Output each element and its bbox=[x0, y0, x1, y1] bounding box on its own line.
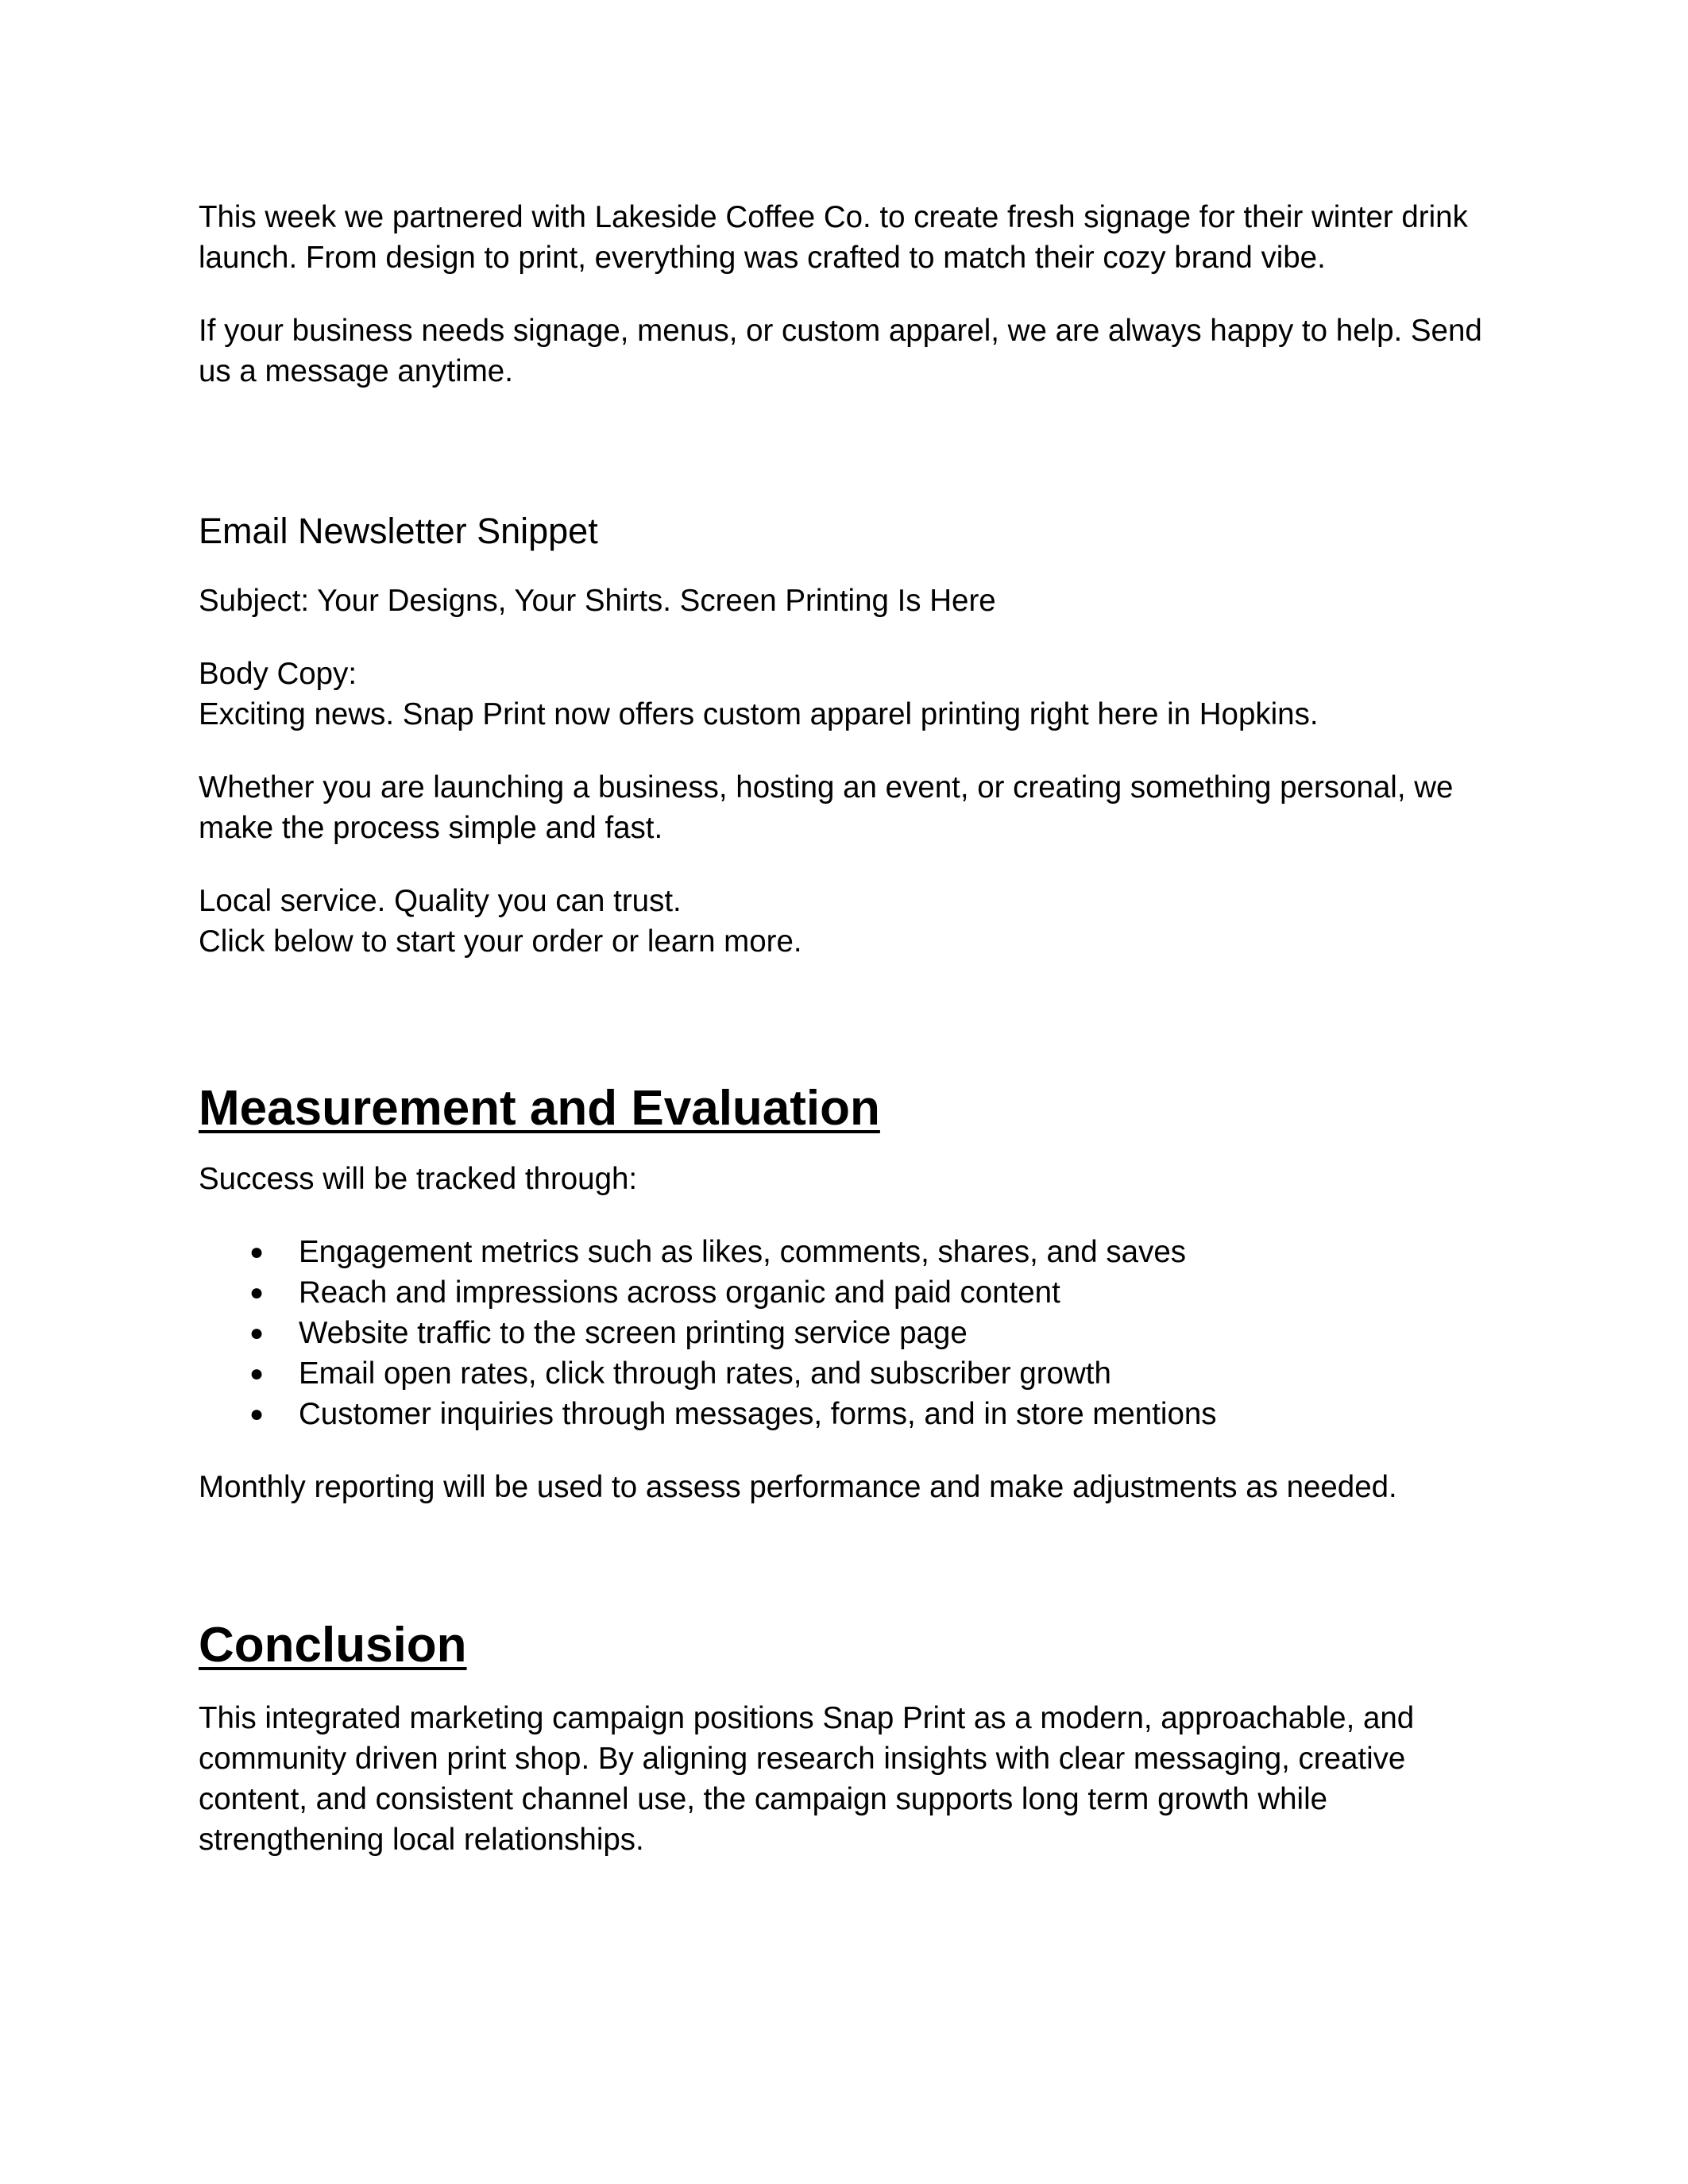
newsletter-body-line-1: Exciting news. Snap Print now offers custom apparel printing right here in Hopkins. bbox=[199, 697, 1319, 731]
newsletter-body-label: Body Copy: bbox=[199, 657, 357, 691]
conclusion-heading: Conclusion bbox=[199, 1618, 467, 1673]
list-item bbox=[199, 1232, 1489, 1272]
newsletter-section bbox=[199, 507, 1489, 962]
list-item bbox=[199, 1353, 1489, 1394]
list-item-text: Customer inquiries through messages, forms, and in store mentions bbox=[299, 1397, 1217, 1431]
conclusion-paragraph: This integrated marketing campaign positions Snap Print as a modern, approachable, and community driven print shop. By aligning research insights with clear messaging, creative content, and consistent channel use, the campaign supports long term growth while strengthening local relationships. bbox=[199, 1701, 1415, 1857]
measurement-closing: Monthly reporting will be used to assess performance and make adjustments as needed. bbox=[199, 1470, 1397, 1504]
newsletter-body-paragraph-2: Whether you are launching a business, hosting an event, or creating something personal, we make the process simple and fast. bbox=[199, 770, 1454, 845]
bullet-icon: ● bbox=[249, 1279, 265, 1306]
intro-paragraph-2: If your business needs signage, menus, or custom apparel, we are always happy to help. Send us a message anytime. bbox=[199, 314, 1482, 388]
measurement-intro: Success will be tracked through: bbox=[199, 1162, 638, 1196]
newsletter-body-line-4: Click below to start your order or learn more. bbox=[199, 924, 802, 959]
newsletter-body-line-3: Local service. Quality you can trust. bbox=[199, 884, 682, 918]
list-item-text: Email open rates, click through rates, and subscriber growth bbox=[299, 1356, 1111, 1391]
measurement-heading: Measurement and Evaluation bbox=[199, 1081, 880, 1136]
newsletter-subject: Subject: Your Designs, Your Shirts. Screen Printing Is Here bbox=[199, 584, 996, 618]
document-page bbox=[199, 197, 1489, 1860]
bullet-icon: ● bbox=[249, 1239, 265, 1265]
list-item-text: Website traffic to the screen printing service page bbox=[299, 1316, 968, 1350]
list-item bbox=[199, 1394, 1489, 1434]
intro-paragraph-1: This week we partnered with Lakeside Coffee Co. to create fresh signage for their winter drink launch. From design to print, everything was crafted to match their cozy brand vibe. bbox=[199, 200, 1468, 275]
list-item bbox=[199, 1272, 1489, 1313]
list-item-text: Engagement metrics such as likes, comments, shares, and saves bbox=[299, 1235, 1186, 1269]
bullet-icon: ● bbox=[249, 1320, 265, 1346]
measurement-list bbox=[199, 1232, 1489, 1434]
conclusion-section bbox=[199, 1614, 1489, 1860]
list-item bbox=[199, 1313, 1489, 1353]
list-item-text: Reach and impressions across organic and paid content bbox=[299, 1275, 1060, 1310]
newsletter-heading: Email Newsletter Snippet bbox=[199, 511, 598, 551]
measurement-section bbox=[199, 1077, 1489, 1507]
bullet-icon: ● bbox=[249, 1360, 265, 1387]
bullet-icon: ● bbox=[249, 1401, 265, 1427]
